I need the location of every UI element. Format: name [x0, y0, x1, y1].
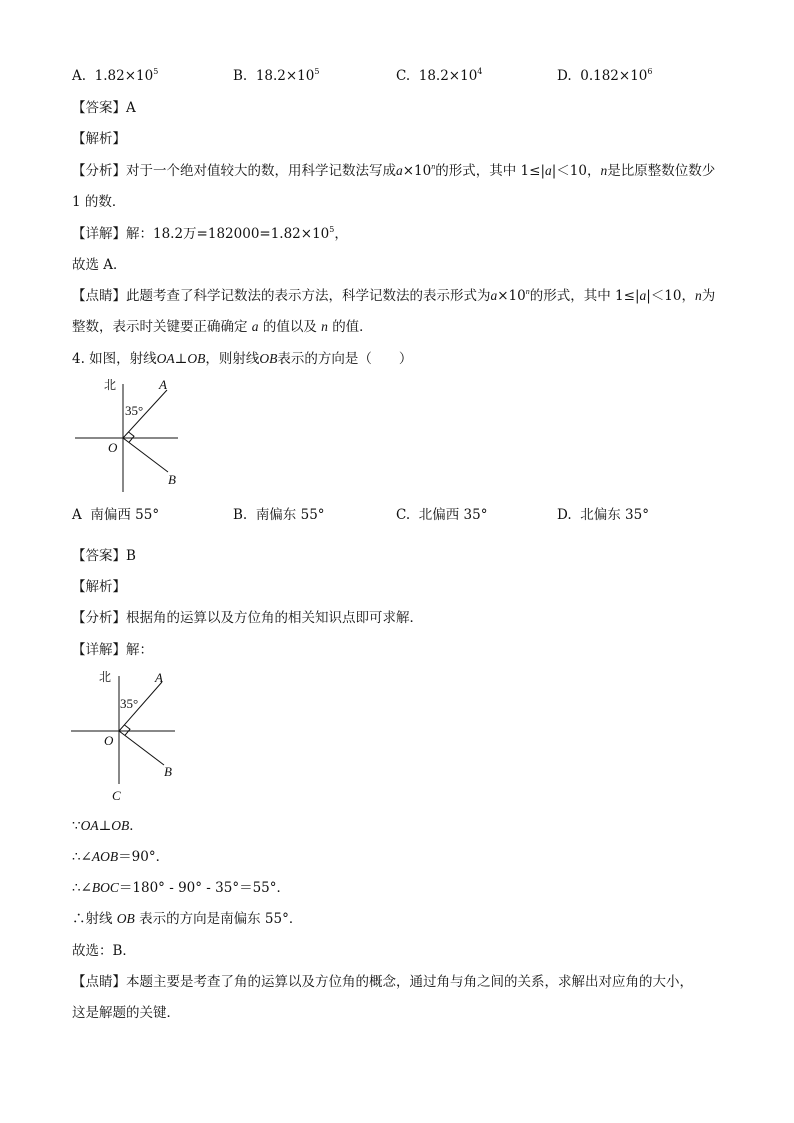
q3-answer: 【答案】A — [72, 100, 136, 116]
q4-option-a: A 南偏西 55° — [72, 507, 160, 523]
fig1-label-o: O — [108, 440, 118, 455]
q3-option-b: B. $18.2\times 10^5$ — [233, 67, 320, 84]
fig1-ray-ob — [123, 438, 168, 472]
q4-dianjing-line2: 这是解题的关键． — [72, 1005, 180, 1021]
q4-choose: 故选：B． — [72, 943, 136, 959]
q3-dianjing-line1: 【点睛】此题考查了科学记数法的表示方法，科学记数法的表示形式为$a\times 10^n$的形式，其中 1≤|a|＜10，n为 — [72, 287, 716, 304]
q4-figure-2 — [66, 664, 196, 806]
q3-option-d: D. $0.182\times 10^6$ — [557, 67, 653, 84]
q3-fenxi-line1: 【分析】对于一个绝对值较大的数，用科学记数法写成$a\times 10^n$的形式，其中 1≤|a|＜10，n是比原整数位数少 — [72, 162, 716, 179]
q4-step-2: ∴∠AOB＝90°． — [72, 849, 170, 865]
fig2-label-a: A — [155, 670, 163, 685]
q4-figure-1 — [70, 372, 200, 497]
q4-analysis-heading: 【解析】 — [72, 579, 126, 595]
q3-analysis-heading: 【解析】 — [72, 131, 126, 147]
q4-option-b: B. 南偏东 55° — [233, 507, 325, 523]
fig2-label-angle: 35° — [120, 696, 139, 711]
q4-step-3: ∴∠BOC＝180° - 90° - 35°＝55°． — [72, 880, 290, 896]
fig1-label-angle: 35° — [125, 403, 144, 418]
q4-step-4: ∴射线 OB 表示的方向是南偏东 55°． — [72, 911, 303, 927]
fig1-label-north: 北 — [104, 378, 117, 392]
q3-option-a: A. $1.82\times 10^5$ — [72, 67, 159, 84]
q4-option-d: D. 北偏东 35° — [557, 507, 649, 523]
fig2-label-north: 北 — [99, 670, 112, 684]
q3-detail: 【详解】解：18.2万$=182000=1.82\times 10^5$， — [72, 225, 348, 242]
q4-stem: 4. 如图，射线OA⊥OB，则射线OB表示的方向是（ ） — [72, 351, 413, 367]
q3-option-c: C. $18.2\times 10^4$ — [396, 67, 483, 84]
q3-choose: 故选 A． — [72, 257, 127, 273]
q3-fenxi-line2: 1 的数． — [72, 194, 126, 210]
q4-answer: 【答案】B — [72, 548, 136, 564]
fig2-label-b: B — [164, 764, 172, 779]
q4-step-1: ∵OA⊥OB． — [72, 818, 143, 834]
q4-dianjing-line1: 【点睛】本题主要是考查了角的运算以及方位角的概念，通过角与角之间的关系，求解出对应角的大小， — [72, 974, 693, 990]
fig2-label-o: O — [104, 733, 114, 748]
q3-dianjing-line2: 整数，表示时关键要正确确定 a 的值以及 n 的值． — [72, 319, 373, 335]
fig2-label-c: C — [112, 788, 121, 803]
fig2-right-angle-mark — [125, 725, 131, 736]
fig2-ray-ob — [119, 731, 164, 765]
fig1-label-a: A — [159, 377, 167, 392]
q4-detail: 【详解】解： — [72, 642, 153, 658]
fig1-label-b: B — [168, 472, 176, 487]
fig1-right-angle-mark — [129, 432, 135, 443]
q4-option-c: C. 北偏西 35° — [396, 507, 488, 523]
q4-fenxi: 【分析】根据角的运算以及方位角的相关知识点即可求解． — [72, 610, 423, 626]
